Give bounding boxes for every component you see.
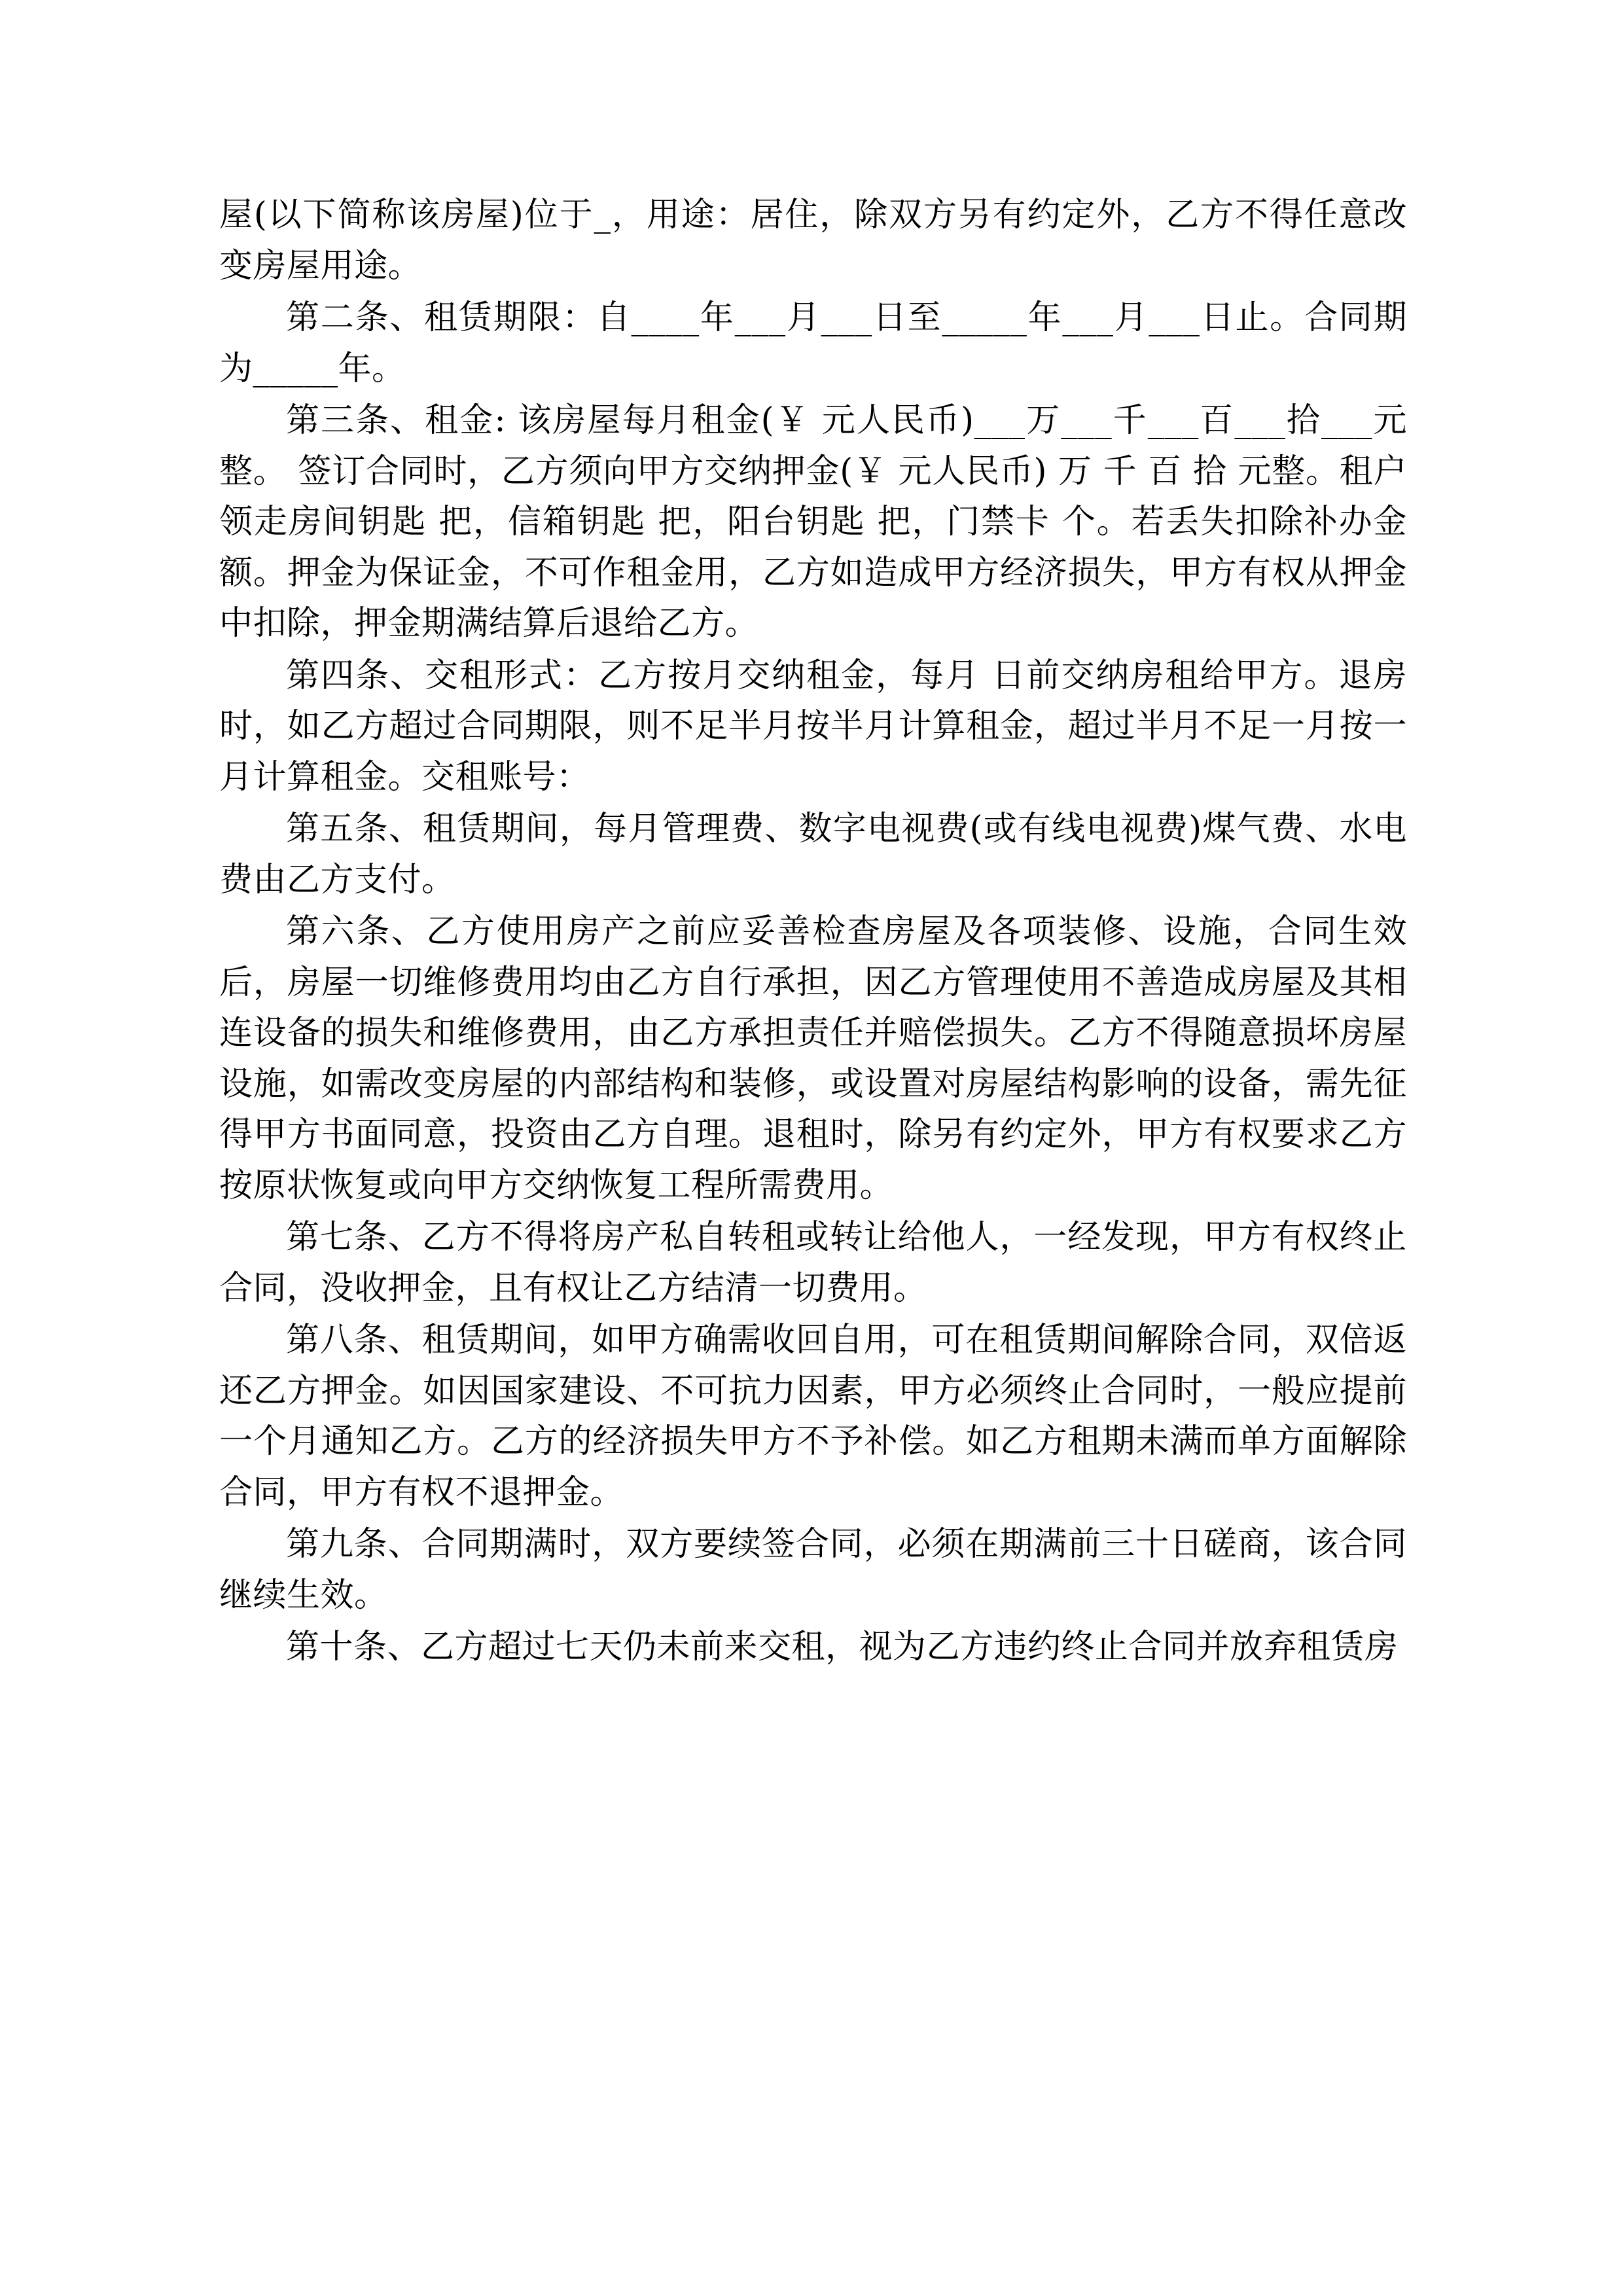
paragraph-clause-five: 第五条、租赁期间，每月管理费、数字电视费(或有线电视费)煤气费、水电费由乙方支付。 [219,810,1407,899]
paragraph-clause-seven: 第七条、乙方不得将房产私自转租或转让给他人，一经发现，甲方有权终止合同，没收押金，且有权让乙方结清一切费用。 [219,1218,1407,1308]
paragraph-clause-four: 第四条、交租形式：乙方按月交纳租金，每月 日前交纳房租给甲方。退房时，如乙方超过合同期限，则不足半月按半月计算租金，超过半月不足一月按一月计算租金。交租账号： [219,656,1407,797]
document-body [219,190,1407,1673]
paragraph-clause-eight: 第八条、租赁期间，如甲方确需收回自用，可在租赁期间解除合同，双倍返还乙方押金。如因国家建设、不可抗力因素，甲方必须终止合同时，一般应提前一个月通知乙方。乙方的经济损失甲方不予补偿。如乙方租期未满而单方面解除合同，甲方有权不退押金。 [219,1321,1407,1512]
paragraph-clause-two: 第二条、租赁期限：自____年___月___日至_____年___月___日止。合同期为_____年。 [219,298,1407,388]
paragraph-clause-three: 第三条、租金: 该房屋每月租金(￥ 元人民币)___万___千___百___拾___元整。 签订合同时，乙方须向甲方交纳押金(￥ 元人民币) 万 千 百 拾 元整。租户领走房间钥匙 把，信箱钥匙 把，阳台钥匙 把，门禁卡 个。若丢失扣除补办金额。押金为保证金，不可作租金用，乙方如造成甲方经济损失，甲方有权从押金中扣除，押金期满结算后退给乙方。 [219,401,1407,643]
paragraph-clause-ten: 第十条、乙方超过七天仍未前来交租，视为乙方违约终止合同并放弃租赁房 [286,1628,1399,1667]
paragraph-clause-nine: 第九条、合同期满时，双方要续签合同，必须在期满前三十日磋商，该合同继续生效。 [219,1525,1407,1615]
paragraph-clause-six: 第六条、乙方使用房产之前应妥善检查房屋及各项装修、设施，合同生效后，房屋一切维修费用均由乙方自行承担，因乙方管理使用不善造成房屋及其相连设备的损失和维修费用，由乙方承担责任并赔偿损失。乙方不得随意损坏房屋设施，如需改变房屋的内部结构和装修，或设置对房屋结构影响的设备，需先征得甲方书面同意，投资由乙方自理。退租时，除另有约定外，甲方有权要求乙方按原状恢复或向甲方交纳恢复工程所需费用。 [219,912,1407,1205]
paragraph-continued-clause-one: 屋(以下简称该房屋)位于_，用途：居住，除双方另有约定外，乙方不得任意改变房屋用途。 [219,196,1407,285]
